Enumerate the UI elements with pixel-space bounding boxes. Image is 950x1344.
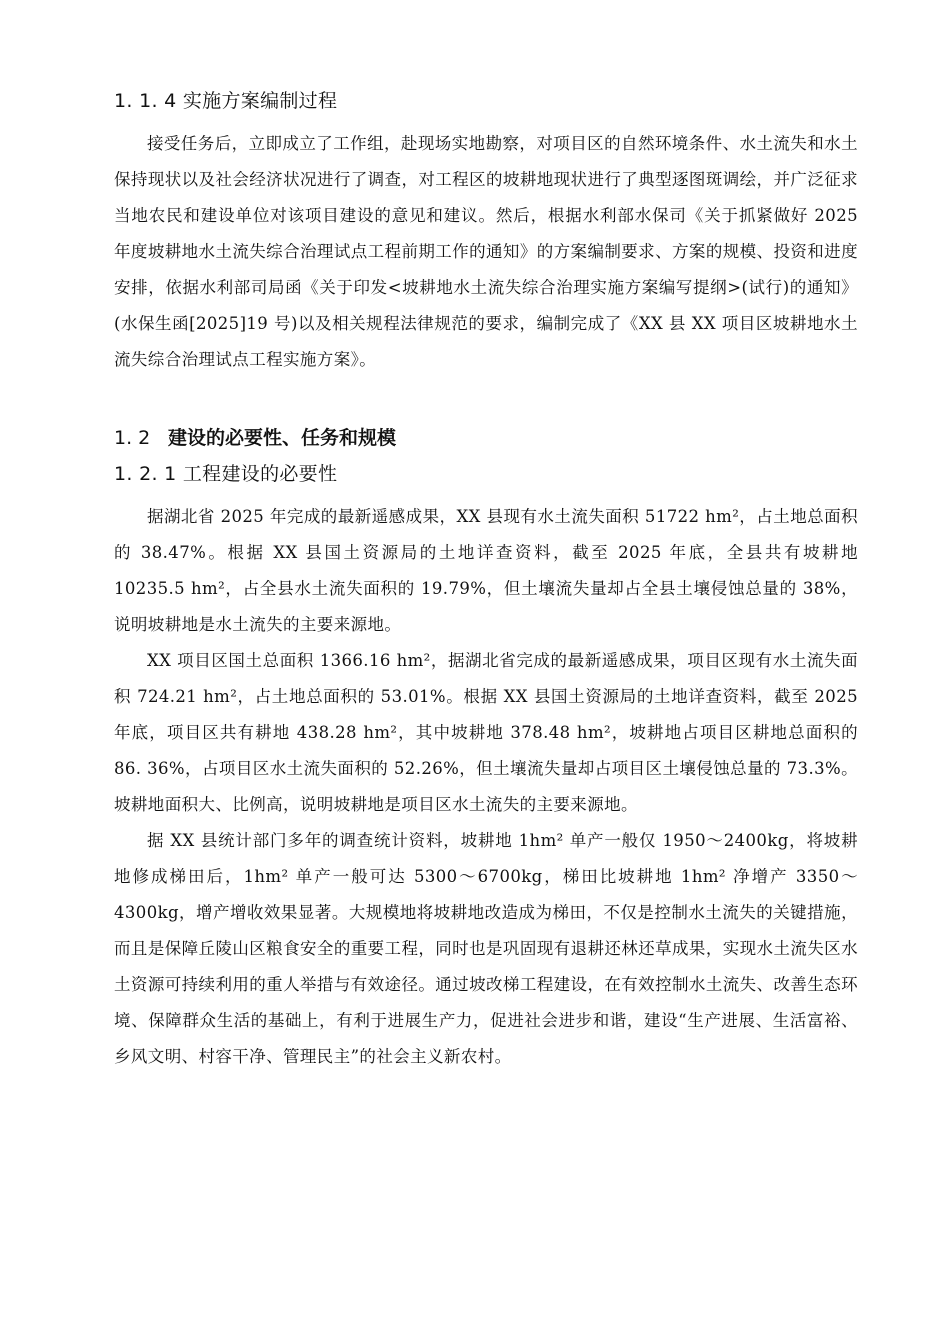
heading-1-2-title: 建设的必要性、任务和规模: [168, 427, 397, 449]
heading-1-2-1: 1. 2. 1 工程建设的必要性: [114, 463, 338, 485]
document-body: [114, 86, 858, 1075]
section-spacer: [114, 378, 858, 423]
heading-1-2: [114, 423, 858, 453]
paragraph-terrace-benefits: 据 XX 县统计部门多年的调查统计资料，坡耕地 1hm² 单产一般仅 1950～2400kg，将坡耕地修成梯田后，1hm² 单产一般可达 5300～6700kg，梯田比坡耕地 1hm² 净增产 3350～4300kg，增产增收效果显著。大规模地将坡耕地改造成为梯田，不仅是控制水土流失的关键措施，而且是保障丘陵山区粮食安全的重要工程，同时也是巩固现有退耕还林还草成果，实现水土流失区水土资源可持续利用的重人举措与有效途径。通过坡改梯工程建设，在有效控制水土流失、改善生态环境、保障群众生活的基础上，有利于进展生产力，促进社会进步和谐，建设“生产进展、生活富裕、乡风文明、村容干净、管理民主”的社会主义新农村。: [114, 831, 858, 1066]
heading-1-2-number: 1. 2: [114, 427, 151, 449]
heading-1-1-4: 1. 1. 4 实施方案编制过程: [114, 90, 338, 112]
paragraph-compilation-process: 接受任务后，立即成立了工作组，赴现场实地勘察，对项目区的自然环境条件、水土流失和水土保持现状以及社会经济状况进行了调查，对工程区的坡耕地现状进行了典型逐图斑调绘，并广泛征求当地农民和建设单位对该项目建设的意见和建议。然后，根据水利部水保司《关于抓紧做好 2025 年度坡耕地水土流失综合治理试点工程前期工作的通知》的方案编制要求、方案的规模、投资和进度安排，依据水利部司局函《关于印发<坡耕地水土流失综合治理实施方案编写提纲>(试行)的通知》(水保生函[2025]19 号)以及相关规程法律规范的要求，编制完成了《XX 县 XX 项目区坡耕地水土流失综合治理试点工程实施方案》。: [114, 134, 858, 369]
paragraph-county-erosion: 据湖北省 2025 年完成的最新遥感成果，XX 县现有水土流失面积 51722 hm²，占土地总面积的 38.47%。根据 XX 县国土资源局的土地详查资料，截至 2025 年底，全县共有坡耕地 10235.5 hm²，占全县水土流失面积的 19.79%，但土壤流失量却占全县土壤侵蚀总量的 38%，说明坡耕地是水土流失的主要来源地。: [114, 507, 858, 634]
paragraph-project-area: XX 项目区国土总面积 1366.16 hm²，据湖北省完成的最新遥感成果，项目区现有水土流失面积 724.21 hm²，占土地总面积的 53.01%。根据 XX 县国土资源局的土地详查资料，截至 2025 年底，项目区共有耕地 438.28 hm²，其中坡耕地 378.48 hm²，坡耕地占项目区耕地总面积的 86. 36%，占项目区水土流失面积的 52.26%，但土壤流失量却占项目区土壤侵蚀总量的 73.3%。坡耕地面积大、比例高，说明坡耕地是项目区水土流失的主要来源地。: [114, 651, 858, 814]
